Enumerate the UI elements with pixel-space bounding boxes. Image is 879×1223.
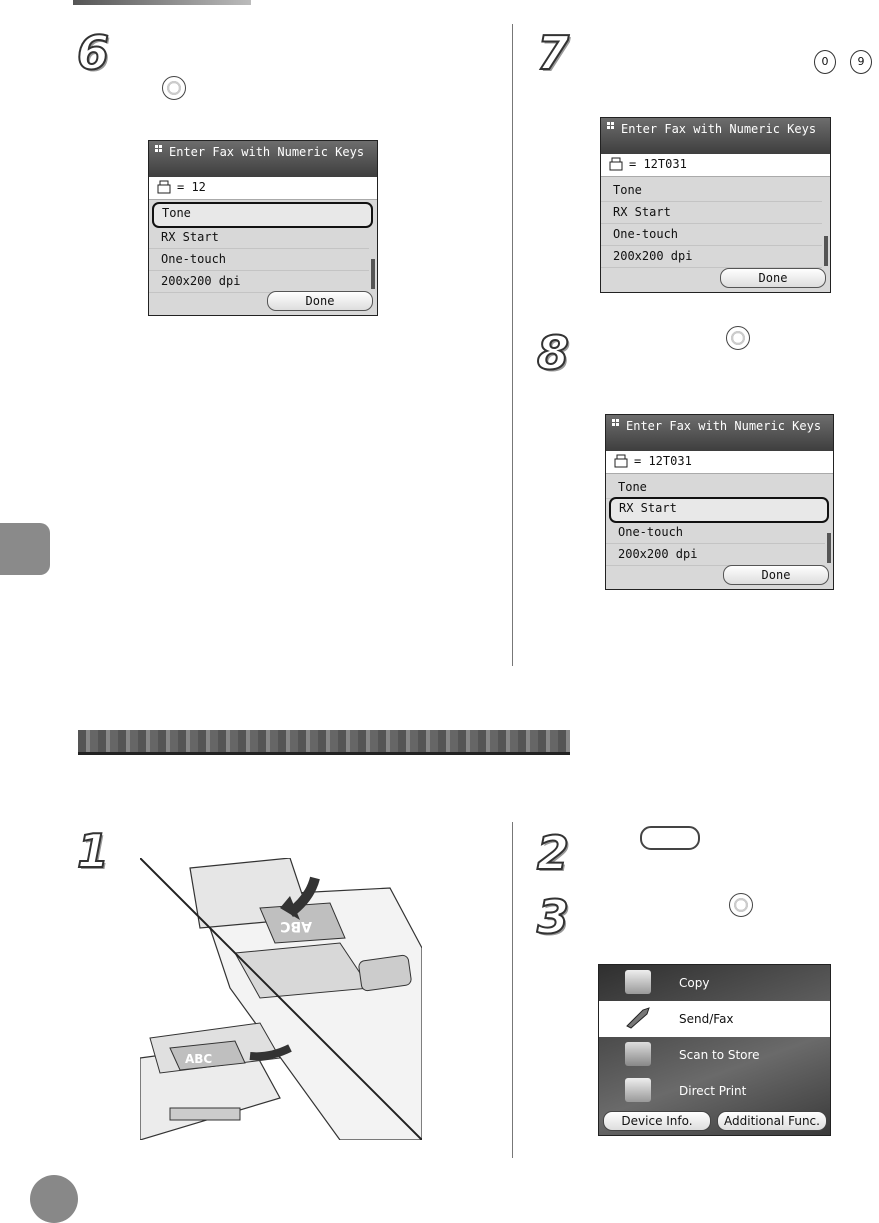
fax-number: = 12: [177, 180, 206, 194]
main-menu-send-fax[interactable]: Send/Fax: [599, 1001, 830, 1037]
scrollbar[interactable]: [827, 533, 831, 563]
doc-text-platen: ABC: [280, 918, 312, 934]
fax-number-row: [601, 154, 830, 177]
fax-icon: [614, 454, 628, 468]
menu-item-resolution[interactable]: 200x200 dpi: [149, 270, 369, 293]
menu-item-resolution[interactable]: 200x200 dpi: [601, 245, 822, 268]
keypad-icon: [607, 122, 617, 132]
fax-icon: [157, 180, 171, 194]
fax-number: = 12T031: [629, 157, 687, 171]
top-rule: [73, 0, 251, 5]
main-menu-screen: [598, 964, 831, 1136]
step-7-number: 7: [537, 26, 570, 80]
done-button[interactable]: Done: [267, 291, 373, 311]
doc-text-adf: ABC: [185, 1052, 213, 1066]
column-divider-bottom: [512, 822, 513, 1158]
fax-number-row: [149, 177, 377, 200]
menu-hardware-button[interactable]: [640, 826, 700, 850]
additional-func-button[interactable]: Additional Func.: [717, 1111, 827, 1131]
scan-icon: [625, 1042, 651, 1066]
step-1-number: 1: [77, 824, 110, 878]
main-menu-direct-print[interactable]: Direct Print: [599, 1073, 830, 1109]
copy-icon: [625, 970, 651, 994]
done-button[interactable]: Done: [720, 268, 826, 288]
scrollbar[interactable]: [371, 259, 375, 289]
lcd-title: Enter Fax with Numeric Keys: [169, 145, 365, 159]
main-menu-scan-to-store[interactable]: Scan to Store: [599, 1037, 830, 1073]
fax-number: = 12T031: [634, 454, 692, 468]
key-0[interactable]: 0: [814, 50, 836, 74]
menu-item-resolution[interactable]: 200x200 dpi: [606, 543, 825, 566]
menu-item-tone[interactable]: Tone: [606, 476, 825, 499]
lcd-title: Enter Fax with Numeric Keys: [626, 419, 822, 433]
fax-icon: [609, 157, 623, 171]
done-button[interactable]: Done: [723, 565, 829, 585]
step-8-number: 8: [537, 326, 570, 380]
lcd-header: [606, 415, 833, 451]
device-info-button[interactable]: Device Info.: [603, 1111, 711, 1131]
dial-icon: [162, 76, 186, 100]
fax-number-row: [606, 451, 833, 474]
usb-memory-icon: [625, 1078, 651, 1102]
scrollbar[interactable]: [824, 236, 828, 266]
main-menu-copy[interactable]: Copy: [599, 965, 830, 1001]
keypad-icon: [612, 419, 622, 429]
menu-item-one-touch[interactable]: One-touch: [601, 223, 822, 246]
step-6-number: 6: [77, 26, 110, 80]
lcd-header: [601, 118, 830, 154]
chapter-tab: [0, 523, 50, 575]
step-3-number: 3: [537, 890, 570, 944]
lcd-screen-step8: [605, 414, 834, 590]
menu-item-tone[interactable]: Tone: [601, 179, 822, 202]
lcd-title: Enter Fax with Numeric Keys: [621, 122, 817, 136]
document-placement-illustration: [140, 858, 422, 1140]
section-heading-bar: [78, 730, 570, 755]
column-divider-top: [512, 24, 513, 666]
lcd-screen-step7: [600, 117, 831, 293]
keypad-icon: [155, 145, 165, 155]
dial-icon: [726, 326, 750, 350]
menu-item-one-touch[interactable]: One-touch: [149, 248, 369, 271]
lcd-header: [149, 141, 377, 177]
menu-item-one-touch[interactable]: One-touch: [606, 521, 825, 544]
step-2-number: 2: [537, 826, 570, 880]
dial-icon: [729, 893, 753, 917]
menu-item-rx-start[interactable]: RX Start: [601, 201, 822, 224]
menu-item-rx-start[interactable]: RX Start: [149, 226, 369, 249]
scanner-illustration: [140, 858, 422, 1140]
lcd-screen-step6: [148, 140, 378, 316]
menu-item-tone[interactable]: Tone: [152, 202, 373, 228]
key-9[interactable]: 9: [850, 50, 872, 74]
send-fax-icon: [625, 1006, 651, 1030]
menu-item-rx-start[interactable]: RX Start: [609, 497, 829, 523]
page-number-badge: [30, 1175, 78, 1223]
